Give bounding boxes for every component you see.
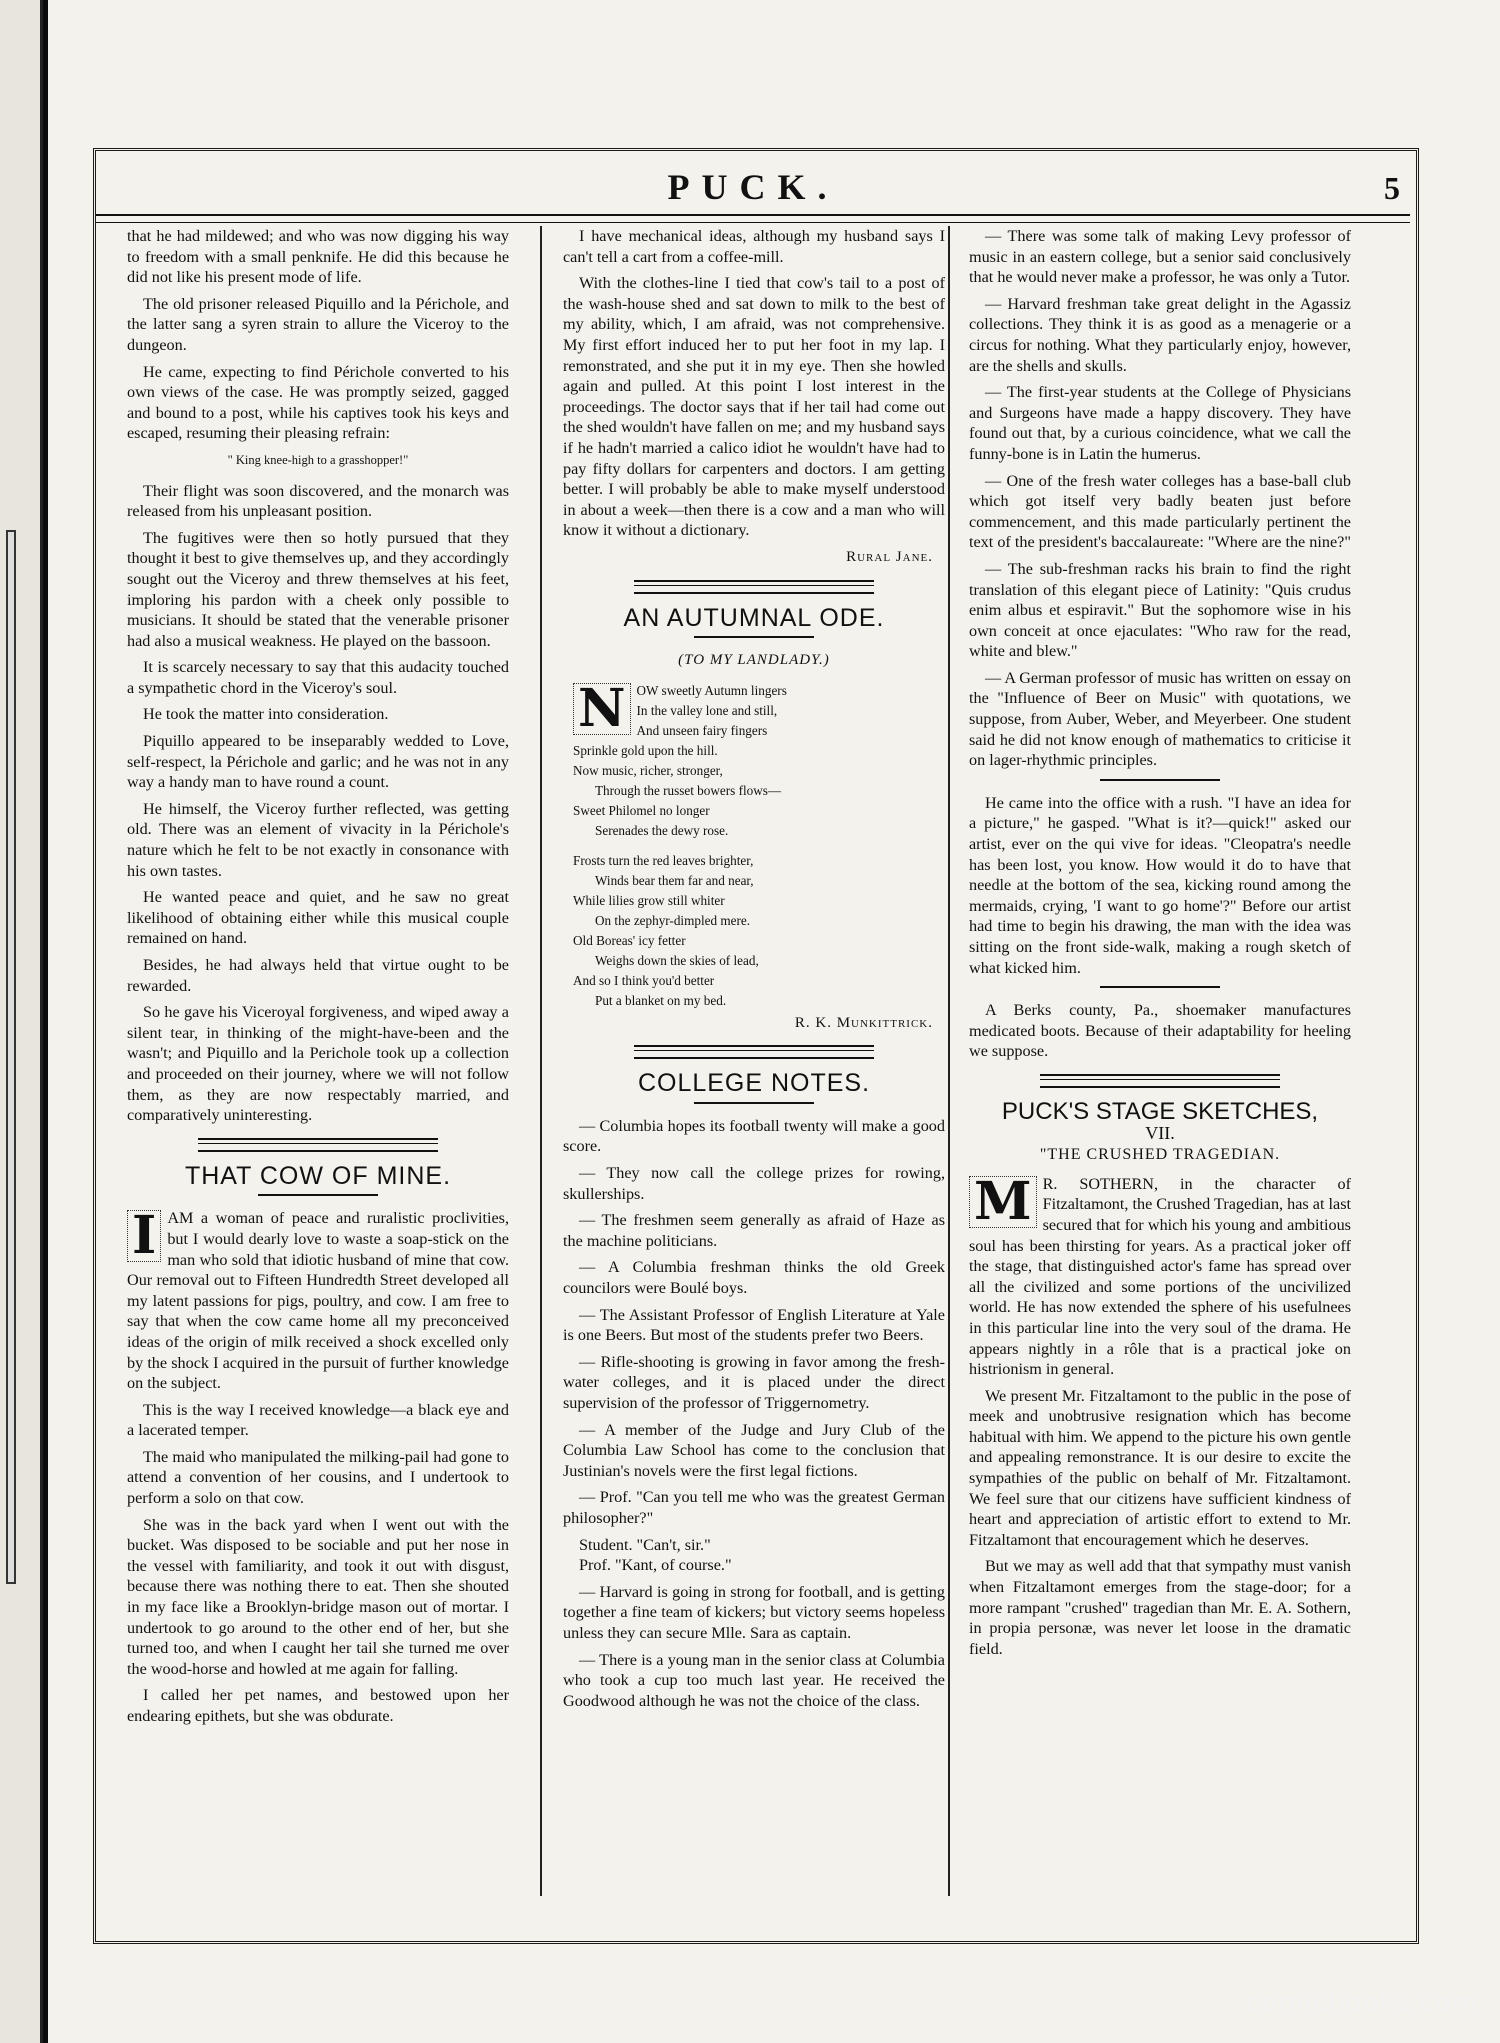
article-paragraph: Their flight was soon discovered, and the monarch was released from his unpleasant position. bbox=[127, 481, 509, 521]
poem-line: And so I think you'd better bbox=[573, 972, 715, 988]
newspaper-page bbox=[48, 0, 1500, 2043]
poem-line: Sweet Philomel no longer bbox=[573, 802, 710, 818]
poem-line: Through the russet bowers flows— bbox=[595, 782, 782, 798]
ode-title: AN AUTUMNAL ODE. bbox=[623, 603, 885, 632]
drop-cap-text: R. SOTHERN, in the character of Fitzaltamont, the Crushed Tragedian, has at last secured that for which his young and ambitious soul has been thirsting for years. As a practical joker off the stage, that distinguished actor's fame has spread over all the civilized and some portions of the uncivilized world. He has now extended the sphere of his usefulnees in this particular line into the very soul of the drama. He appears nightly in a rôle that is a practical joke on histrionism in general. bbox=[969, 1174, 1351, 1379]
poem bbox=[573, 677, 945, 1011]
article-paragraph: I have mechanical ideas, although my husband says I can't tell a cart from a coffee-mill. bbox=[563, 227, 945, 266]
college-note: — Harvard freshman take great delight in the Agassiz collections. They think it is as good as a menagerie or a circus for nothing. What they particularly enjoy, however, are the shells and skulls. bbox=[969, 294, 1351, 375]
college-note: — A member of the Judge and Jury Club of the Columbia Law School has come to the conclusion that Justinian's novels were the first legal fictions. bbox=[563, 1420, 945, 1480]
poem-line: Now music, richer, stronger, bbox=[573, 762, 723, 778]
article-paragraph: So he gave his Viceroyal forgiveness, and wiped away a silent tear, in thinking of the might-have-been and the wasn't; and Piquillo and la Perichole took up a collection and proceeded on their journey, where we will not follow them, as they are now respectably married, and comparatively uninteresting. bbox=[127, 1003, 509, 1125]
poem-line: Old Boreas' icy fetter bbox=[573, 932, 686, 948]
section-rule bbox=[1100, 779, 1220, 781]
poem-line: Sprinkle gold upon the hill. bbox=[573, 742, 718, 758]
college-note: — One of the fresh water colleges has a base-ball club which got itself very badly beaten just before commencement, and this made particularly pertinent the text of the president's baccalaureate: "Where are the nine?" bbox=[969, 471, 1351, 552]
college-note: — Prof. "Can you tell me who was the greatest German philosopher?" bbox=[563, 1488, 945, 1527]
college-notes-title: COLLEGE NOTES. bbox=[637, 1069, 871, 1098]
college-note: — Rifle-shooting is growing in favor among the fresh-water colleges, and it is placed under the direct supervision of the professor of Triggernometry. bbox=[563, 1352, 945, 1412]
left-page-edge bbox=[0, 0, 43, 2043]
poem-line: On the zephyr-dimpled mere. bbox=[595, 912, 750, 928]
article-paragraph: Besides, he had always held that virtue ought to be rewarded. bbox=[127, 956, 509, 995]
song-quote: " King knee-high to a grasshopper!" bbox=[227, 452, 409, 467]
college-note: — There is a young man in the senior class at Columbia who took a cup too much last year. He received the Goodwood although he was not the choice of the class. bbox=[563, 1650, 945, 1710]
signature: Rural Jane. bbox=[846, 548, 933, 565]
watermark: comicbooks.com bbox=[1246, 1987, 1478, 2017]
title-rule bbox=[694, 636, 814, 638]
cow-article-title: THAT COW OF MINE. bbox=[184, 1161, 452, 1190]
article-paragraph: The maid who manipulated the milking-pail had gone to attend a convention of her cousins, and I undertook to perform a solo on that cow. bbox=[127, 1447, 509, 1508]
masthead-rule bbox=[96, 214, 1410, 223]
title-rule bbox=[258, 1194, 378, 1196]
poem-line: Put a blanket on my bed. bbox=[595, 992, 727, 1008]
section-rule bbox=[1100, 986, 1220, 988]
page-number: 5 bbox=[1384, 170, 1400, 206]
article-paragraph: The fugitives were then so hotly pursued that they thought it best to give themselves up, and they accordingly sought out the Viceroy and threw themselves at his feet, imploring his pardon with a cheek only possible to musicians. It should be stated that the venerable prisoner had also a musical weakness. He played on the bassoon. bbox=[127, 528, 509, 650]
poem-line: And unseen fairy fingers bbox=[636, 722, 768, 738]
college-note: — Columbia hopes its football twenty will make a good score. bbox=[563, 1116, 945, 1156]
article-paragraph: He took the matter into consideration. bbox=[143, 705, 389, 724]
column-rule-2 bbox=[948, 226, 950, 1896]
article-paragraph bbox=[969, 1170, 1351, 1380]
college-note: — They now call the college prizes for rowing, skullerships. bbox=[563, 1164, 945, 1203]
college-note: — The sub-freshman racks his brain to find the right translation of this elegant piece of Latinity: "Quis crudus enim albus et espiravit." But the sophomore wise in his own conceit at once ejaculates: "Who raw for the read, white and blew." bbox=[969, 559, 1351, 661]
poem-line: Weighs down the skies of lead, bbox=[595, 952, 759, 968]
article-paragraph: With the clothes-line I tied that cow's tail to a post of the wash-house shed and sat down to milk to the best of my ability, which, I am afraid, was not comprehensive. My first effort induced her to put her foot in my lap. I remonstrated, and she put it in my eye. Then she howled again and pulled. At this point I lost interest in the proceedings. The doctor says that if her tail had come out the shed wouldn't have fallen on me; and my husband says if he hadn't married a calico idiot he wouldn't have had to pay fifty dollars for carpenters and doctors. I am getting better. I will probably be able to make myself understood in about a week—then there is a cow and a man who will know it without a dictionary. bbox=[563, 274, 945, 540]
berks-county-item: A Berks county, Pa., shoemaker manufactures medicated boots. Because of their adaptability for heeling we suppose. bbox=[969, 1001, 1351, 1061]
article-paragraph: The old prisoner released Piquillo and la Périchole, and the latter sang a syren strain to allure the Viceroy to the dungeon. bbox=[127, 294, 509, 354]
article-paragraph: But we may as well add that that sympathy must vanish when Fitzaltamont emerges from the stage-door; for a more rampant "crushed" tragedian than Mr. E. A. Sothern, in propia personæ, was never let loose in the dramatic field. bbox=[969, 1557, 1351, 1658]
college-note: — A Columbia freshman thinks the old Greek councilors were Boulé boys. bbox=[563, 1258, 945, 1298]
stage-sketches-title: PUCK'S STAGE SKETCHES, bbox=[1001, 1097, 1319, 1125]
article-paragraph: He wanted peace and quiet, and he saw no great likelihood of obtaining either while this musical couple remained on hand. bbox=[127, 888, 509, 948]
poem-line: Winds bear them far and near, bbox=[595, 872, 754, 888]
article-paragraph: It is scarcely necessary to say that this audacity touched a sympathetic chord in the Viceroy's soul. bbox=[127, 658, 509, 697]
college-note-dialogue: Prof. "Kant, of course." bbox=[579, 1556, 732, 1575]
ode-subtitle: (TO MY LANDLADY.) bbox=[678, 652, 830, 669]
artist-anecdote: He came into the office with a rush. "I have an idea for a picture," he gasped. "What is it?—quick!" asked our artist, ever on the qui vive for ideas. "Cleopatra's needle has been lost, you know. How would it do to have that needle at the bottom of the sea, kicking round among the mermaids, crying, 'I want to go home'?" Before our artist had time to begin his drawing, the man with the idea was sitting on the front side-walk, making a rough sketch of what kicked him. bbox=[969, 793, 1351, 977]
poem-line: In the valley lone and still, bbox=[636, 702, 778, 718]
stage-sketches-number: VII. bbox=[1145, 1122, 1175, 1143]
drop-cap-m: M bbox=[969, 1176, 1037, 1228]
article-paragraph: Piquillo appeared to be inseparably wedded to Love, self-respect, la Périchole and garlic; and he was not in any way a handy man to have round a count. bbox=[127, 732, 509, 792]
poem-line: While lilies grow still whiter bbox=[573, 892, 725, 908]
college-note: — The freshmen seem generally as afraid of Haze as the machine politicians. bbox=[563, 1211, 945, 1250]
column-3 bbox=[969, 226, 1351, 1896]
college-note: — Harvard is going in strong for football, and is getting together a fine team of kickers; but victory seems hopeless unless they can secure Mlle. Sara as captain. bbox=[563, 1582, 945, 1642]
title-rule bbox=[694, 1102, 814, 1104]
left-page-column-strip bbox=[6, 530, 16, 1584]
section-divider bbox=[1040, 1074, 1280, 1088]
article-paragraph: that he had mildewed; and who was now digging his way to freedom with a small penknife. He did this because he did not like his present mode of life. bbox=[127, 227, 509, 287]
poem-line: Serenades the dewy rose. bbox=[595, 822, 729, 838]
signature: R. K. Munkittrick. bbox=[794, 1014, 933, 1031]
college-note: — A German professor of music has written on essay on the "Influence of Beer on Music" with quotations, we suppose, from Auber, Weber, and Meyerbeer. One student said he did not know enough of mathematics to criticise it on lager-rhythmic principles. bbox=[969, 668, 1351, 770]
column-2 bbox=[563, 226, 945, 1896]
section-divider bbox=[634, 580, 874, 594]
college-note: — The Assistant Professor of English Literature at Yale is one Beers. But most of the students prefer two Beers. bbox=[563, 1305, 945, 1345]
poem-line: OW sweetly Autumn lingers bbox=[636, 682, 787, 698]
college-note: — The first-year students at the College of Physicians and Surgeons have made a happy discovery. They have found out that, by a curious coincidence, what we call the funny-bone is in Latin the humerus. bbox=[969, 383, 1351, 463]
section-divider bbox=[634, 1045, 874, 1059]
section-divider bbox=[198, 1138, 438, 1152]
column-1 bbox=[127, 226, 509, 1896]
masthead: PUCK. bbox=[667, 167, 839, 207]
article-paragraph: He came, expecting to find Périchole converted to his own views of the case. He was promptly seized, gagged and bound to a post, while his captives took his keys and escaped, resuming their pleasing refrain: bbox=[127, 362, 509, 443]
drop-cap-i: I bbox=[127, 1210, 161, 1262]
college-note-dialogue: Student. "Can't, sir." bbox=[579, 1535, 711, 1554]
college-note: — There was some talk of making Levy professor of music in an eastern college, but a senior said conclusively that he would never make a professor, he was only a Tutor. bbox=[969, 227, 1351, 287]
article-paragraph: She was in the back yard when I went out with the bucket. Was disposed to be sociable and put her nose in the vessel with familiarity, and took it out with disgust, because there was nothing there to eat. Then she shouted in my face like a Brooklyn-bridge mason out of mortar. I undertook to go around to the other end of her, but she turned too, and when I caught her tail she turned me over the wood-horse and howled at me again for falling. bbox=[127, 1515, 509, 1678]
drop-cap-text: AM a woman of peace and ruralistic proclivities, but I would dearly love to waste a soap-stick on the man who sold that idiotic husband of mine that cow. Our removal out to Fifteen Hundredth Street developed all my latent passions for pigs, poultry, and cow. I am free to say that when the cow came home all my preconceived ideas of the origin of milk received a shock excelled only by the shock I acquired in the pursuit of further knowledge on the subject. bbox=[127, 1209, 509, 1393]
stage-sketches-subtitle: "THE CRUSHED TRAGEDIAN. bbox=[1039, 1146, 1281, 1164]
article-paragraph: We present Mr. Fitzaltamont to the public in the pose of meek and unobtrusive resignation which has become habitual with him. We append to the picture his own gentle and appealing remonstrance. It is our desire to excite the sympathies of the public on behalf of Mr. Fitzaltamont. We feel sure that our citizens have sufficient kindness of heart and appreciation of artistic effort to extend to Mr. Fitzaltamont that encouragement which he deserves. bbox=[969, 1386, 1351, 1549]
article-paragraph: This is the way I received knowledge—a black eye and a lacerated temper. bbox=[127, 1400, 509, 1440]
article-paragraph: I called her pet names, and bestowed upon her endearing epithets, but she was obdurate. bbox=[127, 1686, 509, 1725]
column-rule-1 bbox=[540, 226, 542, 1896]
article-paragraph bbox=[127, 1205, 509, 1393]
poem-line: Frosts turn the red leaves brighter, bbox=[573, 852, 754, 868]
article-paragraph: He himself, the Viceroy further reflected, was getting old. There was an element of vivacity in la Périchole's nature which he felt to be not exactly in consonance with his own tastes. bbox=[127, 799, 509, 880]
drop-cap-n: N bbox=[573, 683, 631, 735]
